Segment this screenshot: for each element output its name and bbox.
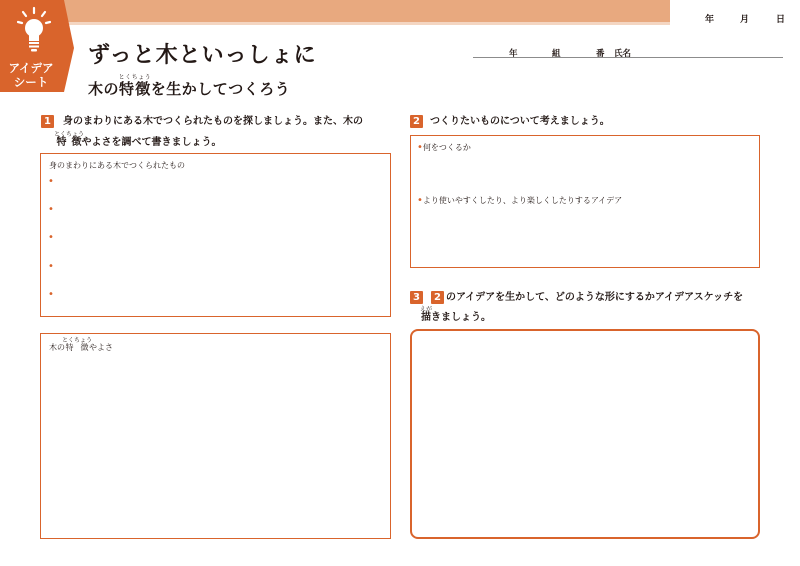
header-band bbox=[60, 0, 670, 22]
date-day-label: 日 bbox=[776, 15, 786, 25]
name-number-label: 番 bbox=[596, 49, 605, 59]
subtitle-kanji: 特徴とくちょう bbox=[118, 74, 152, 98]
page-title: ずっと木といっしょに bbox=[88, 43, 317, 68]
date-month-label: 月 bbox=[740, 15, 750, 25]
section2-number: 2 bbox=[410, 115, 423, 128]
bullet-2: • bbox=[48, 204, 54, 215]
section3-question-line2: 描えがきましょう。 bbox=[420, 306, 491, 323]
section1-question-line2: 特徴とくちょうやよさを調べて書きましょう。 bbox=[54, 131, 222, 148]
wooden-items-box[interactable] bbox=[40, 153, 391, 317]
subtitle-pre: 木の bbox=[88, 80, 120, 98]
make-what-item: •何をつくるか bbox=[417, 142, 471, 153]
bullet-4: • bbox=[48, 261, 54, 272]
name-class-label: 組 bbox=[552, 49, 561, 59]
subtitle-post: を生かしてつくろう bbox=[150, 80, 291, 98]
section1-question-line1: 身のまわりにある木でつくられたものを探しましょう。また、木の bbox=[63, 116, 363, 127]
section3-number: 3 bbox=[410, 291, 423, 304]
page-subtitle bbox=[88, 74, 290, 99]
bullet-1: • bbox=[48, 176, 54, 187]
name-year-label: 年 bbox=[509, 49, 518, 59]
bullet-5: • bbox=[48, 289, 54, 300]
section2-question: つくりたいものについて考えましょう。 bbox=[430, 116, 610, 127]
section3-ref-number: 2 bbox=[431, 291, 444, 304]
bullet-3: • bbox=[48, 232, 54, 243]
header-band-shadow bbox=[60, 22, 670, 25]
section1-number: 1 bbox=[41, 115, 54, 128]
badge-label-line2: シート bbox=[13, 75, 49, 89]
name-name-label: 氏名 bbox=[614, 49, 632, 59]
name-underline bbox=[473, 57, 783, 58]
lightbulb-icon bbox=[17, 6, 51, 58]
make-idea-box[interactable] bbox=[410, 135, 760, 268]
section3-question-line1: のアイデアを生かして、どのような形にするかアイデアスケッチを bbox=[446, 292, 744, 303]
sketch-area[interactable] bbox=[410, 329, 760, 539]
badge-label-line1: アイデア bbox=[8, 61, 54, 75]
wood-features-box[interactable] bbox=[40, 333, 391, 539]
improve-idea-item: •より使いやすくしたり、より楽しくしたりするアイデア bbox=[417, 195, 623, 206]
date-year-label: 年 bbox=[705, 15, 715, 25]
wooden-items-label: 身のまわりにある木でつくられたもの bbox=[49, 161, 185, 170]
wood-features-label: 木の特徴とくちょうやよさ bbox=[49, 337, 114, 352]
header-band-tip bbox=[660, 0, 670, 22]
